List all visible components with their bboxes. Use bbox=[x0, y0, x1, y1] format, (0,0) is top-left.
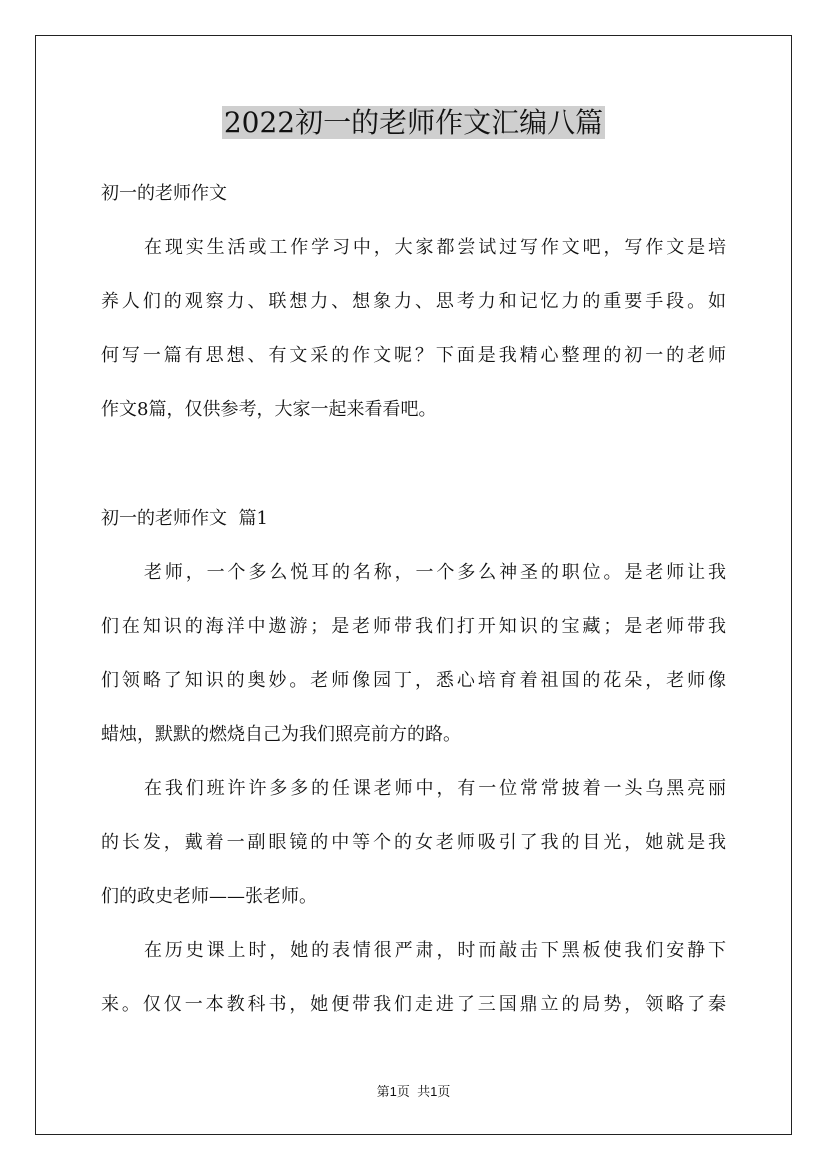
intro-line-1: 在现实生活或工作学习中，大家都尝试过写作文吧，写作文是培 bbox=[144, 237, 726, 258]
intro-line-3: 何写一篇有思想、有文采的作文呢？下面是我精心整理的初一的老师 bbox=[101, 345, 726, 366]
para1-line-2: 们在知识的海洋中遨游；是老师带我们打开知识的宝藏；是老师带我 bbox=[101, 616, 726, 637]
para2-line-2: 的长发，戴着一副眼镜的中等个的女老师吸引了我的目光，她就是我 bbox=[101, 832, 726, 853]
para3-line-1: 在历史课上时，她的表情很严肃，时而敲击下黑板使我们安静下 bbox=[144, 940, 726, 961]
para1-line-1: 老师，一个多么悦耳的名称，一个多么神圣的职位。是老师让我 bbox=[144, 562, 726, 583]
para1-line-4: 蜡烛，默默的燃烧自己为我们照亮前方的路。 bbox=[101, 724, 461, 745]
para1-line-3: 们领略了知识的奥妙。老师像园丁，悉心培育着祖国的花朵，老师像 bbox=[101, 670, 726, 691]
document-title: 2022初一的老师作文汇编八篇 bbox=[223, 106, 604, 139]
para2-line-1: 在我们班许许多多的任课老师中，有一位常常披着一头乌黑亮丽 bbox=[144, 778, 726, 799]
section-heading-1: 初一的老师作文 篇1 bbox=[101, 508, 268, 529]
page-footer: 第1页 共1页 bbox=[376, 1084, 451, 1099]
intro-line-4: 作文8篇，仅供参考，大家一起来看看吧。 bbox=[101, 399, 437, 420]
para3-line-2: 来。仅仅一本教科书，她便带我们走进了三国鼎立的局势，领略了秦 bbox=[101, 994, 726, 1015]
para2-line-3: 们的政史老师——张老师。 bbox=[101, 886, 317, 907]
intro-heading: 初一的老师作文 bbox=[101, 183, 227, 204]
intro-line-2: 养人们的观察力、联想力、想象力、思考力和记忆力的重要手段。如 bbox=[101, 291, 726, 312]
